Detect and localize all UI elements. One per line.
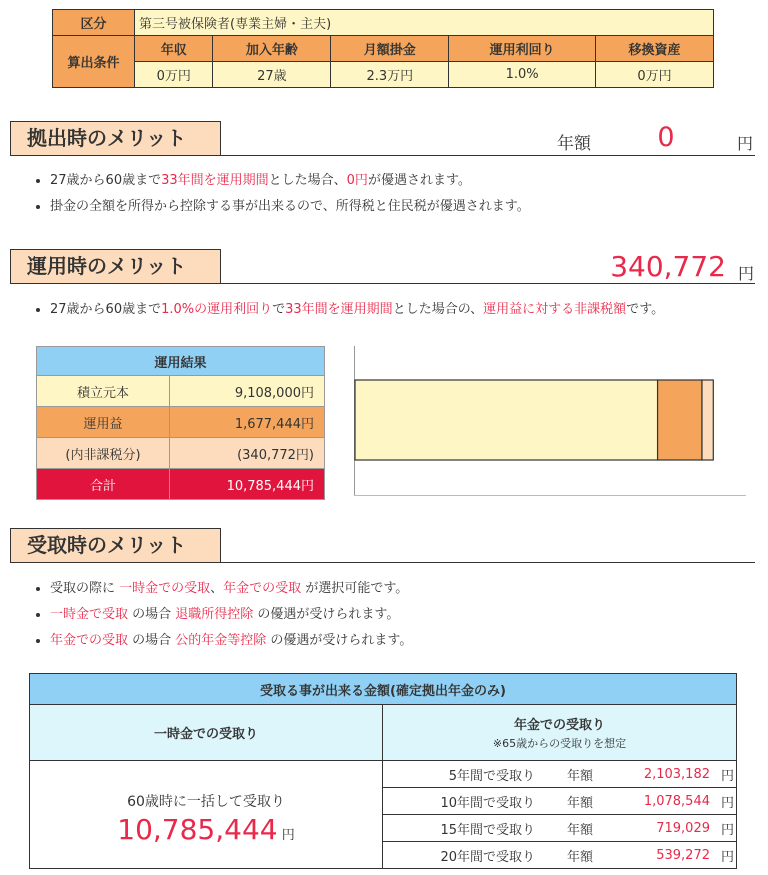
pension-period: 15年間で受取り xyxy=(440,822,535,838)
row-value-principal: 9,108,000円 xyxy=(170,376,325,407)
pension-amount: 1,078,544 xyxy=(643,793,710,809)
row-label-total: 合計 xyxy=(37,469,170,500)
payout-bullet-2: • 一時金で受取 の場合 退職所得控除 の優遇が受けられます。 xyxy=(50,602,412,628)
pension-rows-cell xyxy=(383,761,737,869)
pension-unit: 円 xyxy=(720,822,734,838)
row-value-gain: 1,677,444円 xyxy=(170,407,325,438)
contribution-bullet-1: • 27歳から60歳まで33年間を運用期間とした場合、0円が優遇されます。 xyxy=(50,168,530,194)
pension-header: 年金での受取り xyxy=(513,718,605,733)
contribution-bullets xyxy=(30,168,530,220)
pension-annual-label: 年額 xyxy=(566,768,593,784)
table-row xyxy=(37,438,325,469)
bar-segment-1 xyxy=(355,380,658,460)
pension-unit: 円 xyxy=(720,849,734,865)
payout-bullet-3: • 年金での受取 の場合 公的年金等控除 の優遇が受けられます。 xyxy=(50,628,412,654)
pension-period: 20年間で受取り xyxy=(440,849,535,865)
pension-amount: 719,029 xyxy=(656,820,710,836)
header-transfer: 移換資産 xyxy=(596,36,714,62)
lump-sum-amount: 10,785,444 xyxy=(117,813,278,846)
payout-bullet-1: • 受取の際に 一時金での受取、年金での受取 が選択可能です。 xyxy=(50,576,412,602)
investment-bullet-1: • 27歳から60歳まで1.0%の運用利回りで33年間を運用期間とした場合の、運用益に対する非課税額です。 xyxy=(50,297,664,323)
lump-sum-cell xyxy=(30,761,383,869)
category-label: 区分 xyxy=(53,10,135,36)
investment-amount: 340,772 xyxy=(610,250,726,283)
value-monthly: 2.3万円 xyxy=(331,62,449,88)
payout-table-title: 受取る事が出来る金額(確定拠出年金のみ) xyxy=(30,674,737,705)
investment-divider xyxy=(220,283,755,284)
row-label-principal: 積立元本 xyxy=(37,376,170,407)
table-row xyxy=(37,469,325,500)
pension-annual-label: 年額 xyxy=(566,822,593,838)
contribution-amount: 0 xyxy=(657,122,675,153)
pension-note: ※65歳からの受取りを想定 xyxy=(492,737,627,750)
value-transfer: 0万円 xyxy=(596,62,714,88)
payout-title: 受取時のメリット xyxy=(10,528,221,563)
investment-bullets xyxy=(30,297,664,323)
lump-sum-header: 一時金での受取り xyxy=(30,705,383,761)
table-row xyxy=(37,376,325,407)
header-monthly: 月額掛金 xyxy=(331,36,449,62)
result-table-header: 運用結果 xyxy=(37,347,325,376)
value-join-age: 27歳 xyxy=(213,62,331,88)
calc-condition-label: 算出条件 xyxy=(53,36,135,88)
header-income: 年収 xyxy=(135,36,213,62)
pension-annual-label: 年額 xyxy=(566,795,593,811)
conditions-table xyxy=(52,9,714,88)
bar-segment-3 xyxy=(702,380,713,460)
result-table xyxy=(36,346,325,500)
lump-sum-caption: 60歳時に一括して受取り xyxy=(127,794,285,810)
investment-title: 運用時のメリット xyxy=(10,249,221,284)
pension-unit: 円 xyxy=(720,768,734,784)
pension-annual-label: 年額 xyxy=(566,849,593,865)
pension-amount: 2,103,182 xyxy=(643,766,710,782)
row-label-gain: 運用益 xyxy=(37,407,170,438)
contribution-bullet-2: • 掛金の全額を所得から控除する事が出来るので、所得税と住民税が優遇されます。 xyxy=(50,194,530,220)
pension-amount: 539,272 xyxy=(656,847,710,863)
header-join-age: 加入年齢 xyxy=(213,36,331,62)
payout-divider xyxy=(220,562,755,563)
row-value-total: 10,785,444円 xyxy=(170,469,325,500)
value-yield: 1.0% xyxy=(449,62,596,88)
payout-table xyxy=(29,673,737,869)
table-row xyxy=(383,788,736,815)
pension-period: 5年間で受取り xyxy=(448,768,535,784)
lump-sum-unit: 円 xyxy=(281,828,295,843)
pension-unit: 円 xyxy=(720,795,734,811)
contribution-divider xyxy=(220,155,755,156)
row-label-taxfree: (内非課税分) xyxy=(37,438,170,469)
table-row xyxy=(383,815,736,842)
contribution-annual-label: 年額 xyxy=(557,134,591,154)
value-income: 0万円 xyxy=(135,62,213,88)
category-value: 第三号被保険者(専業主婦・主夫) xyxy=(135,10,714,36)
table-row xyxy=(37,407,325,438)
payout-bullets xyxy=(30,576,412,654)
pension-period: 10年間で受取り xyxy=(440,795,535,811)
table-row xyxy=(383,842,736,868)
row-value-taxfree: (340,772円) xyxy=(170,438,325,469)
contribution-unit: 円 xyxy=(737,134,754,153)
header-yield: 運用利回り xyxy=(449,36,596,62)
table-row xyxy=(383,761,736,788)
investment-bar-chart xyxy=(354,346,746,496)
investment-unit: 円 xyxy=(738,264,755,283)
contribution-title: 拠出時のメリット xyxy=(10,121,221,156)
bar-segment-2 xyxy=(658,380,702,460)
pension-header-cell xyxy=(383,705,737,761)
